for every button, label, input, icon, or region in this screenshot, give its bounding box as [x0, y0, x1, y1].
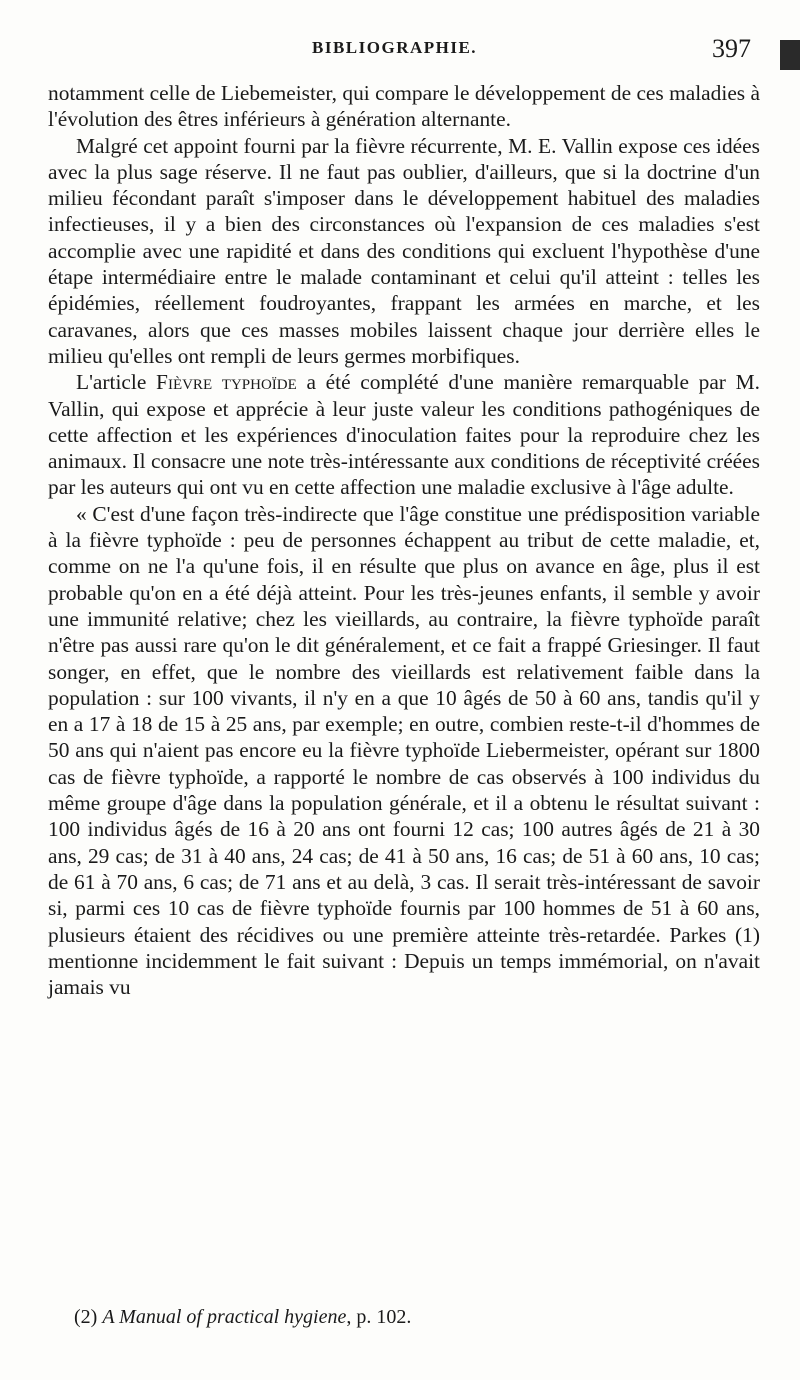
- footnote-title: A Manual of practical hygiene: [102, 1306, 347, 1328]
- running-head: [0, 32, 800, 72]
- running-title: BIBLIOGRAPHIE.: [312, 38, 478, 57]
- footnote: [74, 1306, 411, 1329]
- footnote-rest: , p. 102.: [346, 1306, 412, 1328]
- article-prefix: L'article: [76, 370, 157, 395]
- paragraph-quote: « C'est d'une façon très-indirecte que l'âge constitue une prédisposition variable à la fièvre typhoïde : peu de personnes échappent au tribut de cette maladie, et, comme on ne l'a qu'une fois, il en résulte que plus on avance en âge, plus il est probable qu'on en a été déjà atteint. Pour les très-jeunes enfants, il semble y avoir une immunité relative; chez les vieillards, au contraire, la fièvre typhoïde paraît n'être pas aussi rare qu'on le dit généralement, et ce fait a frappé Griesinger. Il faut songer, en effet, que le nombre des vieillards est relativement faible dans la population : sur 100 vivants, il n'y en a que 10 âgés de 50 à 60 ans, tandis qu'il y en a 17 à 18 de 15 à 25 ans, par exemple; en outre, combien reste-t-il d'hommes de 50 ans qui n'aient pas encore eu la fièvre typhoïde Liebermeister, opérant sur 1800 cas de fièvre typhoïde, a rapporté le nombre de cas observés à 100 individus du même groupe d'âge dans la population générale, et il a obtenu le résultat suivant : 100 individus âgés de 16 à 20 ans ont fourni 12 cas; 100 autres âgés de 21 à 30 ans, 29 cas; de 31 à 40 ans, 24 cas; de 41 à 50 ans, 16 cas; de 51 à 60 ans, 10 cas; de 61 à 70 ans, 6 cas; de 71 ans et au delà, 3 cas. Il serait très-intéressant de savoir si, parmi ces 10 cas de fièvre typhoïde fournis par 100 hommes de 51 à 60 ans, plusieurs étaient des récidives ou une première atteinte très-retardée. Parkes (1) mentionne incidemment le fait suivant : Depuis un temps immémorial, on n'avait jamais vu: [48, 501, 760, 1000]
- paragraph-article: [48, 369, 760, 500]
- article-rest: a été complété d'une manière remarquable par M. Vallin, qui expose et apprécie à leur juste valeur les conditions pathogéniques de cette affection et les expériences d'inoculation faites pour la reproduire chez les animaux. Il consacre une note très-intéressante aux conditions de réceptivité créées par les auteurs qui ont vu en cette affection une maladie exclusive à l'âge adulte.: [48, 370, 760, 500]
- paragraph-vallin: Malgré cet appoint fourni par la fièvre récurrente, M. E. Vallin expose ces idées avec la plus sage réserve. Il ne faut pas oublier, d'ailleurs, que si la doctrine d'un milieu fécondant paraît s'imposer dans le développement habituel des maladies infectieuses, il y a bien des circonstances où l'expansion de ces maladies s'est accomplie avec une rapidité et dans des conditions qui excluent l'hypothèse d'une étape intermédiaire entre le malade contaminant et celui qu'il atteint : telles les épidémies, réellement foudroyantes, frappant les armées en marche, et les caravanes, alors que ces masses mobiles laissent chaque jour derrière elles le milieu qu'elles ont rempli de leurs germes morbifiques.: [48, 133, 760, 368]
- body-text: [48, 80, 760, 1000]
- page-number: 397: [712, 34, 751, 63]
- article-title: Fièvre typhoïde: [156, 370, 297, 395]
- page-edge-mark: [780, 40, 800, 70]
- footnote-marker: (2): [74, 1306, 103, 1328]
- paragraph-continuation: notamment celle de Liebemeister, qui compare le développement de ces maladies à l'évolution des êtres inférieurs à génération alternante.: [48, 81, 760, 132]
